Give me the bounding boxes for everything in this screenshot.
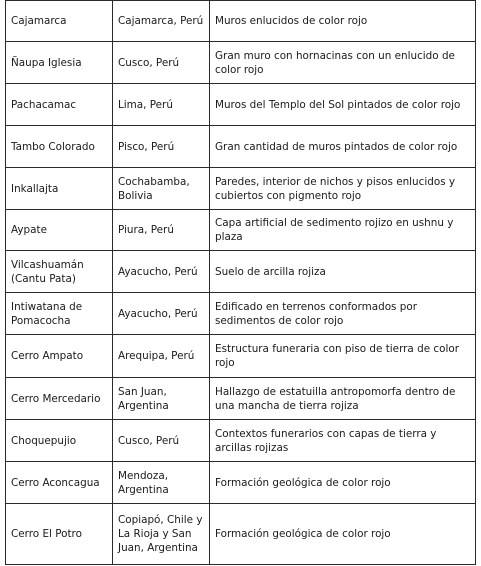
location-cell: Cochabamba, Bolivia xyxy=(113,168,210,210)
site-cell: Cerro Aconcagua xyxy=(6,462,113,504)
site-cell: Inkallajta xyxy=(6,168,113,210)
site-cell: Aypate xyxy=(6,210,113,251)
site-cell: Intiwatana de Pomacocha xyxy=(6,293,113,335)
site-cell: Ñaupa Iglesia xyxy=(6,42,113,84)
table-row xyxy=(6,1,476,42)
table-row xyxy=(6,462,476,504)
table-row xyxy=(6,420,476,462)
site-cell: Pachacamac xyxy=(6,84,113,126)
site-cell: Cerro El Potro xyxy=(6,504,113,565)
table-row xyxy=(6,84,476,126)
location-cell: Ayacucho, Perú xyxy=(113,251,210,293)
description-cell: Suelo de arcilla rojiza xyxy=(210,251,476,293)
location-cell: Cusco, Perú xyxy=(113,420,210,462)
location-cell: Lima, Perú xyxy=(113,84,210,126)
description-cell: Gran cantidad de muros pintados de color rojo xyxy=(210,126,476,168)
location-cell: Ayacucho, Perú xyxy=(113,293,210,335)
description-cell: Paredes, interior de nichos y pisos enlucidos y cubiertos con pigmento rojo xyxy=(210,168,476,210)
table-row xyxy=(6,168,476,210)
description-cell: Contextos funerarios con capas de tierra y arcillas rojizas xyxy=(210,420,476,462)
location-cell: Piura, Perú xyxy=(113,210,210,251)
description-cell: Edificado en terrenos conformados por sedimentos de color rojo xyxy=(210,293,476,335)
table-row xyxy=(6,126,476,168)
table-row xyxy=(6,293,476,335)
sites-table xyxy=(5,0,476,565)
location-cell: Cusco, Perú xyxy=(113,42,210,84)
location-cell: Arequipa, Perú xyxy=(113,335,210,378)
location-cell: San Juan, Argentina xyxy=(113,378,210,420)
site-cell: Vilcashuamán (Cantu Pata) xyxy=(6,251,113,293)
description-cell: Formación geológica de color rojo xyxy=(210,504,476,565)
site-cell: Cerro Mercedario xyxy=(6,378,113,420)
location-cell: Mendoza, Argentina xyxy=(113,462,210,504)
site-cell: Choquepujio xyxy=(6,420,113,462)
site-cell: Tambo Colorado xyxy=(6,126,113,168)
description-cell: Estructura funeraria con piso de tierra de color rojo xyxy=(210,335,476,378)
description-cell: Hallazgo de estatuilla antropomorfa dentro de una mancha de tierra rojiza xyxy=(210,378,476,420)
table-row xyxy=(6,335,476,378)
table-row xyxy=(6,42,476,84)
description-cell: Muros enlucidos de color rojo xyxy=(210,1,476,42)
location-cell: Cajamarca, Perú xyxy=(113,1,210,42)
location-cell: Pisco, Perú xyxy=(113,126,210,168)
table-row xyxy=(6,251,476,293)
site-cell: Cajamarca xyxy=(6,1,113,42)
description-cell: Muros del Templo del Sol pintados de color rojo xyxy=(210,84,476,126)
description-cell: Gran muro con hornacinas con un enlucido de color rojo xyxy=(210,42,476,84)
description-cell: Capa artificial de sedimento rojizo en ushnu y plaza xyxy=(210,210,476,251)
location-cell: Copiapó, Chile y La Rioja y San Juan, Argentina xyxy=(113,504,210,565)
site-cell: Cerro Ampato xyxy=(6,335,113,378)
description-cell: Formación geológica de color rojo xyxy=(210,462,476,504)
table-row xyxy=(6,210,476,251)
table-row xyxy=(6,378,476,420)
table-row xyxy=(6,504,476,565)
